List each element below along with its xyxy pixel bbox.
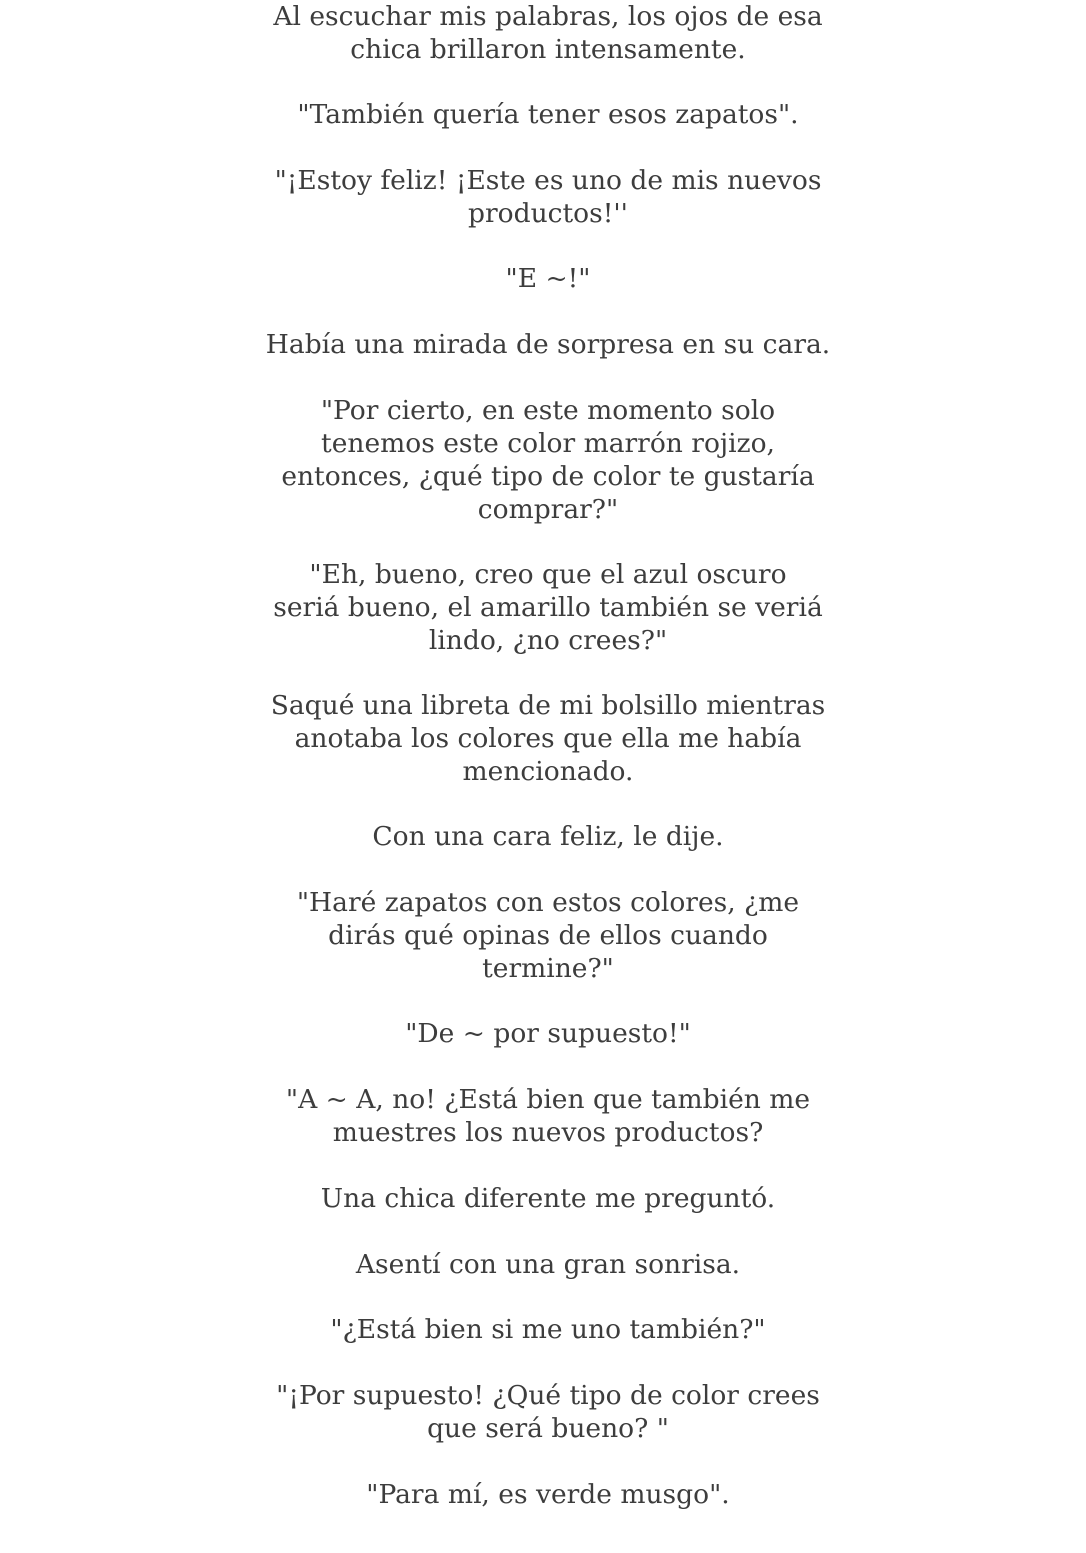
text-line: Asentí con una gran sonrisa. — [355, 1249, 741, 1280]
paragraph-4 — [0, 262, 1086, 295]
text-line: "¡Por supuesto! ¿Qué tipo de color crees — [276, 1380, 820, 1411]
paragraph-12 — [0, 1083, 1086, 1149]
text-line: que será bueno? " — [427, 1413, 669, 1444]
paragraph-14 — [0, 1248, 1086, 1281]
text-line: Saqué una libreta de mi bolsillo mientras — [270, 690, 826, 721]
paragraph-7 — [0, 558, 1086, 657]
paragraph-16 — [0, 1379, 1086, 1445]
text-line: comprar?" — [477, 494, 619, 525]
paragraph-15 — [0, 1313, 1086, 1346]
paragraph-11 — [0, 1017, 1086, 1050]
text-line: "De ~ por supuesto!" — [405, 1018, 691, 1049]
text-line: "A ~ A, no! ¿Está bien que también me — [285, 1084, 811, 1115]
text-line: seriá bueno, el amarillo también se veriá — [273, 592, 823, 623]
paragraph-6 — [0, 394, 1086, 526]
text-line: "E ~!" — [505, 263, 591, 294]
text-line: productos!'' — [468, 198, 628, 229]
text-line: muestres los nuevos productos? — [332, 1117, 764, 1148]
text-line: lindo, ¿no crees?" — [428, 625, 668, 656]
text-line: anotaba los colores que ella me había — [294, 723, 802, 754]
paragraph-2 — [0, 98, 1086, 131]
text-line: entonces, ¿qué tipo de color te gustaría — [281, 461, 815, 492]
text-line: dirás qué opinas de ellos cuando — [328, 920, 768, 951]
paragraph-3 — [0, 164, 1086, 230]
text-line: termine?" — [482, 953, 614, 984]
paragraph-1 — [0, 0, 1086, 66]
text-line: chica brillaron intensamente. — [350, 34, 746, 65]
text-line: Había una mirada de sorpresa en su cara. — [265, 329, 831, 360]
paragraph-8 — [0, 689, 1086, 788]
text-line: "¡Estoy feliz! ¡Este es uno de mis nuevos — [274, 165, 822, 196]
paragraph-5 — [0, 328, 1086, 361]
text-line: Una chica diferente me preguntó. — [320, 1183, 776, 1214]
paragraph-10 — [0, 886, 1086, 985]
text-line: "Para mí, es verde musgo". — [366, 1479, 730, 1510]
paragraph-9 — [0, 820, 1086, 853]
text-line: "Por cierto, en este momento solo — [320, 395, 776, 426]
paragraph-13 — [0, 1182, 1086, 1215]
text-line: mencionado. — [462, 756, 634, 787]
text-line: "¿Está bien si me uno también?" — [330, 1314, 766, 1345]
text-line: tenemos este color marrón rojizo, — [321, 428, 775, 459]
text-line: Al escuchar mis palabras, los ojos de esa — [273, 1, 823, 32]
text-line: "Haré zapatos con estos colores, ¿me — [296, 887, 800, 918]
text-line: Con una cara feliz, le dije. — [372, 821, 724, 852]
paragraph-17 — [0, 1478, 1086, 1511]
text-line: "Eh, bueno, creo que el azul oscuro — [309, 559, 787, 590]
text-line: "También quería tener esos zapatos". — [297, 99, 799, 130]
